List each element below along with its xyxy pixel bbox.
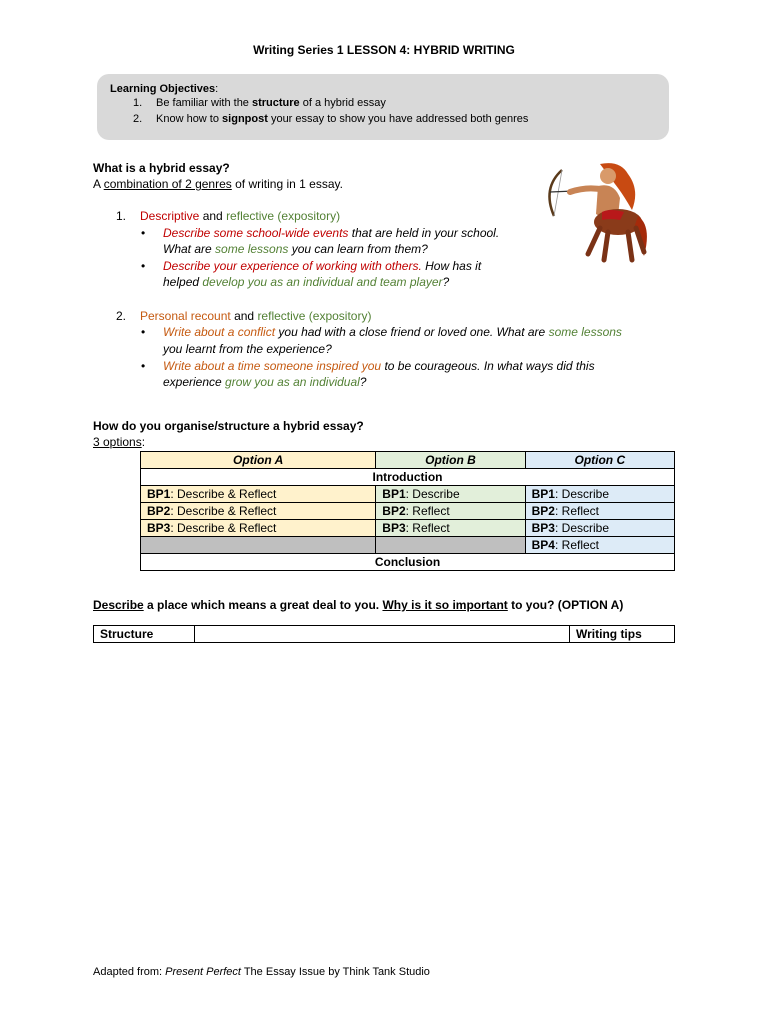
prompt-2b-line1: Write about a time someone inspired you to be courageous. In what ways did this bbox=[163, 359, 595, 373]
genre-pair-2-label: Personal recount and reflective (expository) bbox=[140, 309, 372, 323]
prompt-1b-line2: helped develop you as an individual and team player? bbox=[163, 275, 450, 289]
empty-cell bbox=[376, 537, 525, 554]
hybrid-essay-definition: A combination of 2 genres of writing in 1 essay. bbox=[93, 177, 343, 191]
writing-tips-header: Writing tips bbox=[570, 626, 675, 643]
prompt-1b-line1: Describe your experience of working with others. How has it bbox=[163, 259, 482, 273]
table-row bbox=[141, 486, 675, 503]
introduction-cell: Introduction bbox=[141, 469, 675, 486]
bullet-icon: • bbox=[141, 226, 146, 240]
genre-pair-2: 2. bbox=[116, 309, 127, 323]
objectives-heading: Learning Objectives: bbox=[110, 83, 219, 95]
prompt-2b-line2: experience grow you as an individual? bbox=[163, 375, 367, 389]
table-row bbox=[141, 537, 675, 554]
learning-objectives-box: Learning Objectives: 1. Be familiar with the structure of a hybrid essay 2. Know how to signpost your essay to show you have addressed both genres bbox=[97, 74, 669, 140]
conclusion-cell: Conclusion bbox=[141, 554, 675, 571]
writing-task: Describe a place which means a great deal to you. Why is it so important to you? (OPTION A) bbox=[93, 598, 624, 612]
page-title: Writing Series 1 LESSON 4: HYBRID WRITING bbox=[253, 43, 515, 57]
table-row bbox=[94, 626, 675, 643]
genre-pair-1: 1. bbox=[116, 209, 127, 223]
table-cell: BP3: Describe bbox=[525, 520, 674, 537]
table-row bbox=[141, 469, 675, 486]
prompt-1a-line1: Describe some school-wide events that are held in your school. bbox=[163, 226, 500, 240]
bullet-icon: • bbox=[141, 359, 146, 373]
table-cell: BP2: Reflect bbox=[376, 503, 525, 520]
table-cell: BP3: Reflect bbox=[376, 520, 525, 537]
table-cell: BP1: Describe bbox=[376, 486, 525, 503]
hybrid-essay-question: What is a hybrid essay? bbox=[93, 161, 230, 175]
table-cell: BP1: Describe bbox=[525, 486, 674, 503]
options-table bbox=[140, 451, 675, 571]
table-cell: BP2: Describe & Reflect bbox=[141, 503, 376, 520]
structure-table bbox=[93, 625, 675, 643]
table-row bbox=[141, 520, 675, 537]
option-c-header: Option C bbox=[525, 452, 674, 469]
prompt-2a-line2: you learnt from the experience? bbox=[163, 342, 332, 356]
structure-header: Structure bbox=[94, 626, 195, 643]
content-header bbox=[195, 626, 570, 643]
table-cell: BP1: Describe & Reflect bbox=[141, 486, 376, 503]
empty-cell bbox=[141, 537, 376, 554]
centaur-archer-image bbox=[540, 160, 652, 266]
table-cell: BP2: Reflect bbox=[525, 503, 674, 520]
option-a-header: Option A bbox=[141, 452, 376, 469]
prompt-2a-line1: Write about a conflict you had with a close friend or loved one. What are some lessons bbox=[163, 325, 622, 339]
bullet-icon: • bbox=[141, 325, 146, 339]
footer-credit: Adapted from: Present Perfect The Essay Issue by Think Tank Studio bbox=[93, 966, 430, 978]
prompt-1a-line2: What are some lessons you can learn from them? bbox=[163, 242, 428, 256]
table-cell: BP3: Describe & Reflect bbox=[141, 520, 376, 537]
option-b-header: Option B bbox=[376, 452, 525, 469]
bullet-icon: • bbox=[141, 259, 146, 273]
genre-pair-1-label: Descriptive and reflective (expository) bbox=[140, 209, 341, 223]
table-cell: BP4: Reflect bbox=[525, 537, 674, 554]
table-row bbox=[141, 554, 675, 571]
table-row bbox=[141, 503, 675, 520]
table-row bbox=[141, 452, 675, 469]
structure-question: How do you organise/structure a hybrid essay? bbox=[93, 419, 364, 433]
options-label: 3 options: bbox=[93, 435, 146, 449]
